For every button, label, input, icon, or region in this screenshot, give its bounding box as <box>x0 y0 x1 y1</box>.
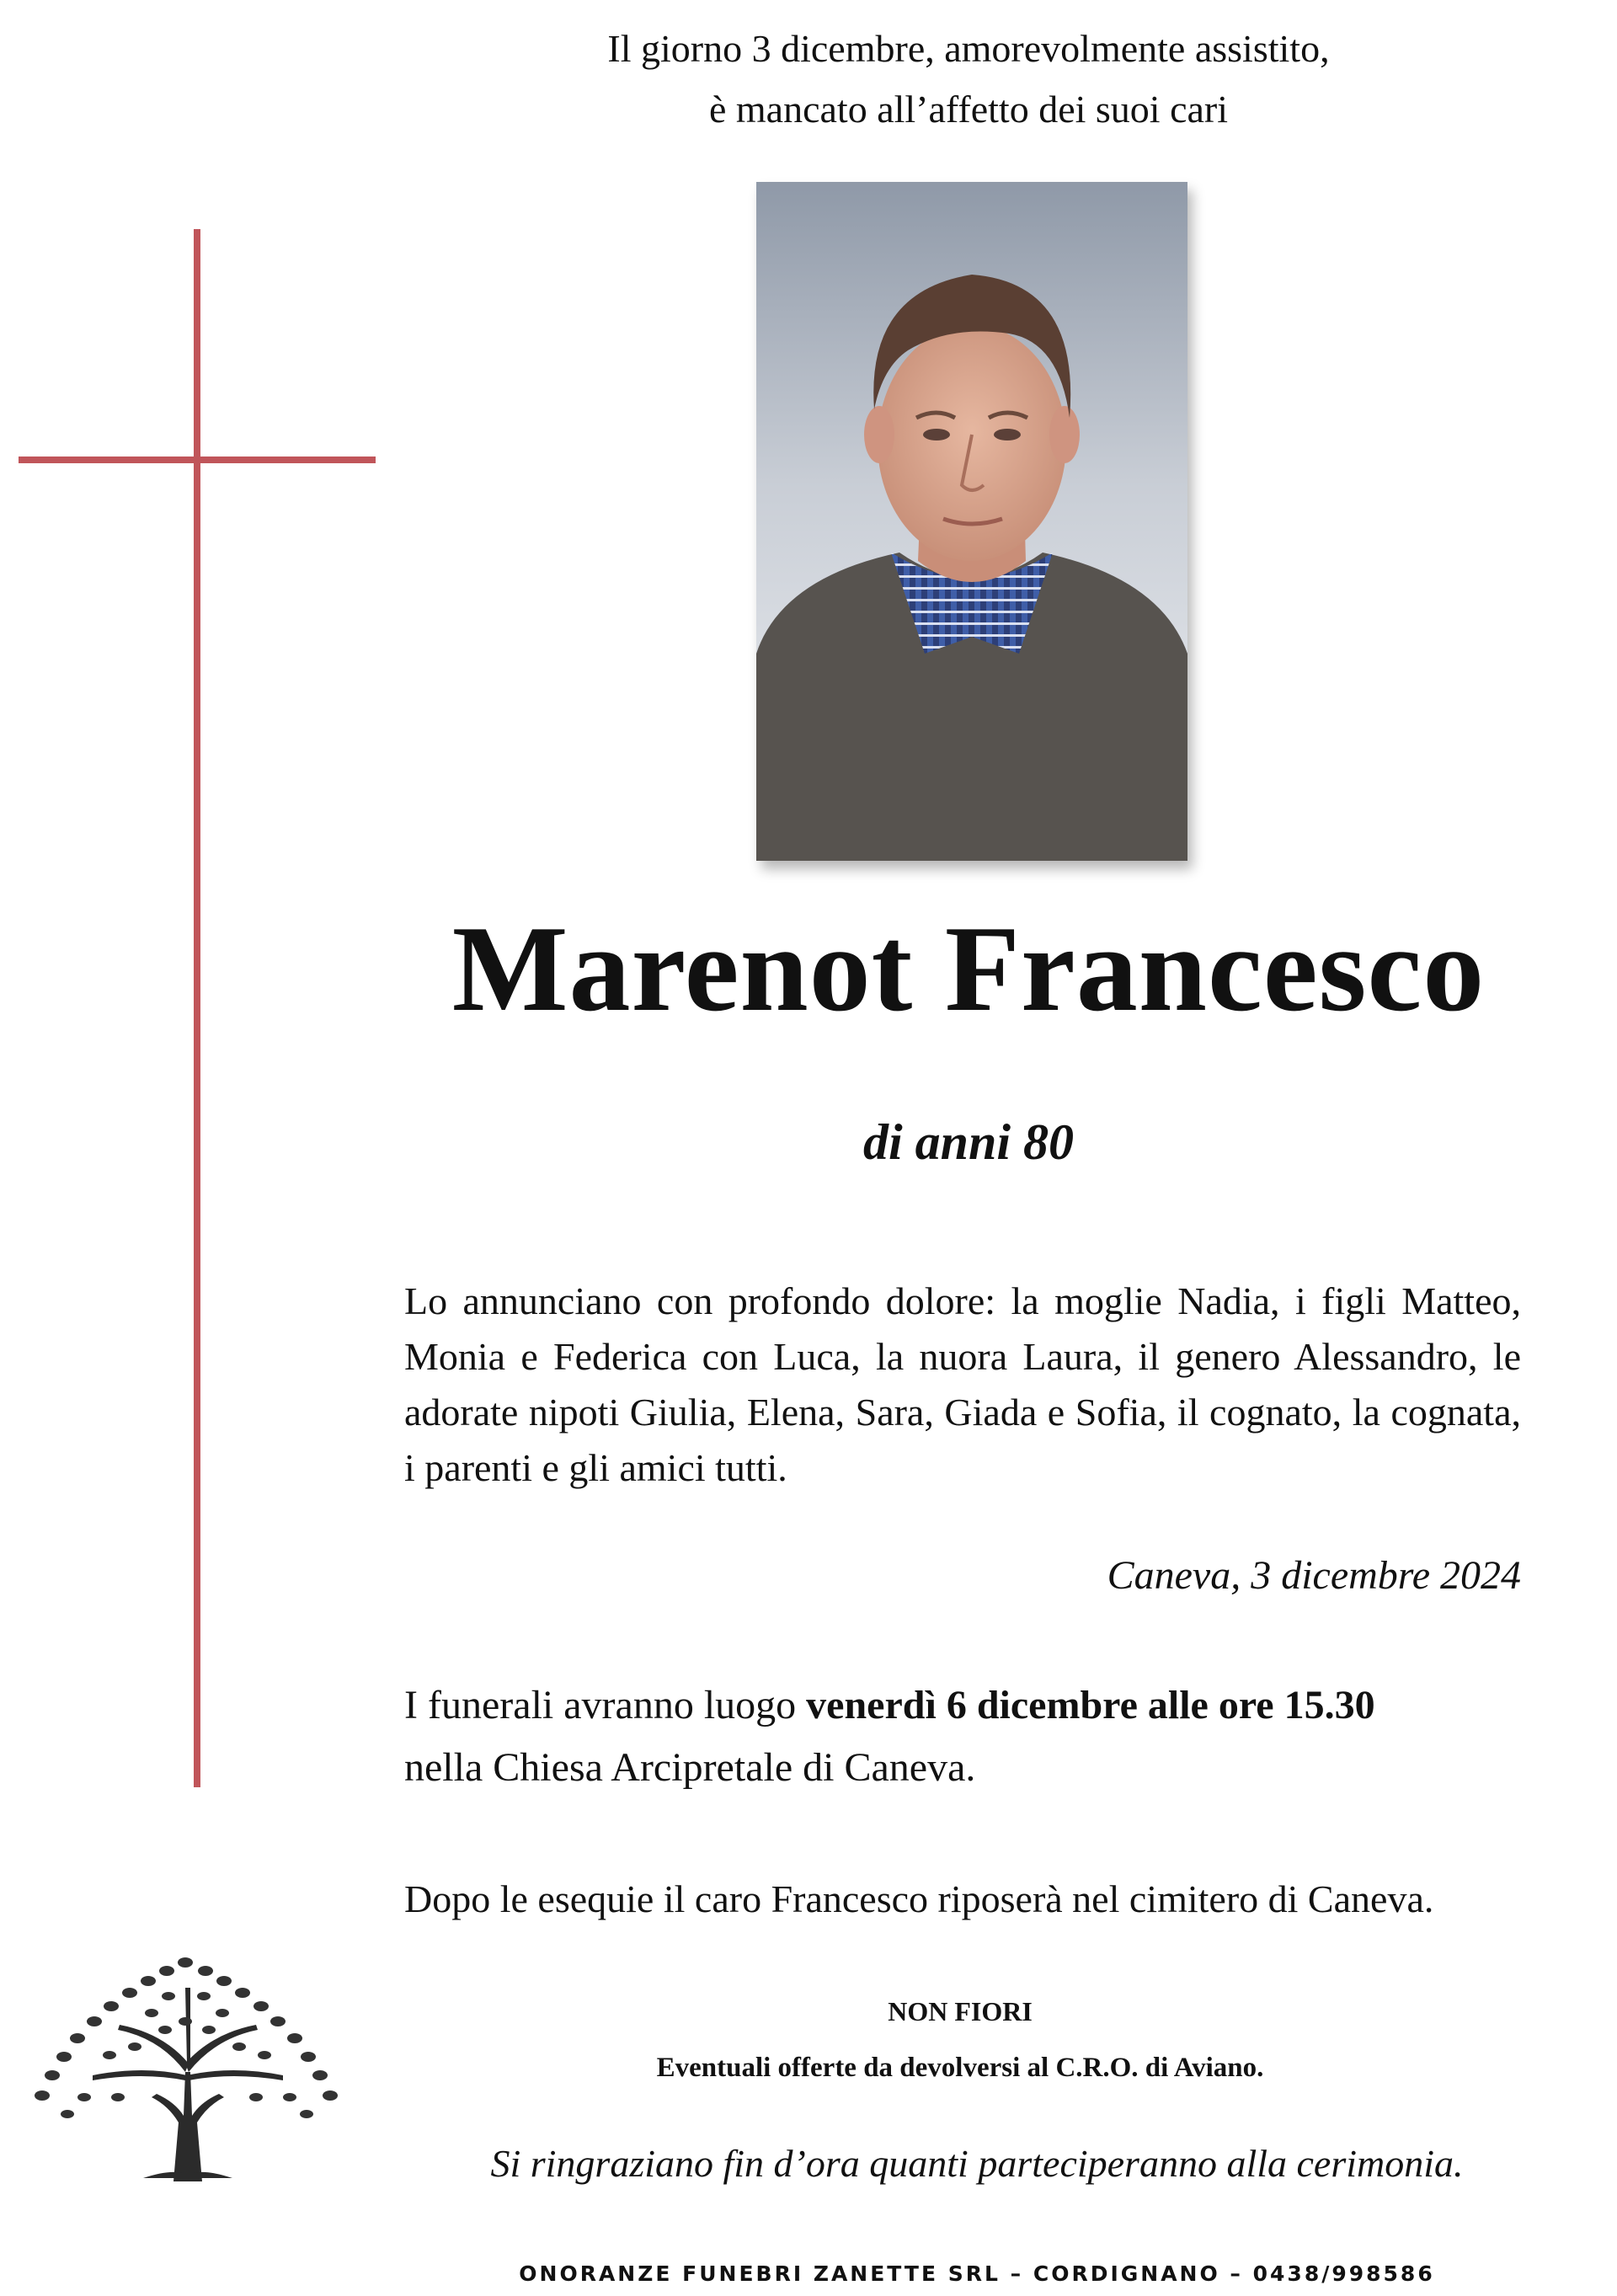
intro-text <box>438 19 1499 140</box>
intro-line-2: è mancato all’affetto dei suoi cari <box>708 88 1229 131</box>
funeral-line-1 <box>404 1674 1521 1737</box>
cross-icon-bar <box>19 457 376 463</box>
funeral-home-footer: ONORANZE FUNEBRI ZANETTE SRL – CORDIGNANO – 0438/998586 <box>519 2261 1435 2286</box>
age-text: di anni 80 <box>862 1114 1075 1170</box>
tree-of-life-icon <box>17 1937 354 2181</box>
funeral-prefix: I funerali avranno luogo <box>404 1683 807 1727</box>
funeral-when: venerdì 6 dicembre alle ore 15.30 <box>806 1683 1375 1727</box>
burial-text: Dopo le esequie il caro Francesco riposerà nel cimitero di Caneva. <box>404 1877 1434 1920</box>
funeral-location: nella Chiesa Arcipretale di Caneva. <box>404 1745 976 1790</box>
intro-line-1: Il giorno 3 dicembre, amorevolmente assistito, <box>607 27 1330 70</box>
place-date: Caneva, 3 dicembre 2024 <box>1107 1553 1521 1598</box>
offerte-text: Eventuali offerte da devolversi al C.R.O. di Aviano. <box>656 2053 1264 2083</box>
thanks-text: Si ringraziano fin d’ora quanti parteciperanno alla cerimonia. <box>490 2142 1464 2185</box>
non-fiori-text: NON FIORI <box>888 1996 1033 2026</box>
deceased-name: Marenot Francesco <box>451 900 1486 1037</box>
funeral-info <box>404 1674 1521 1799</box>
announcement-text: Lo annunciano con profondo dolore: la moglie Nadia, i figli Matteo, Monia e Federica con Luca, la nuora Laura, il genero Alessandro, le adorate nipoti Giulia, Elena, Sara, Giada e Sofia, il cognato, la cognata, i parenti e gli amici tutti. <box>404 1279 1521 1489</box>
portrait-photo <box>756 182 1187 861</box>
